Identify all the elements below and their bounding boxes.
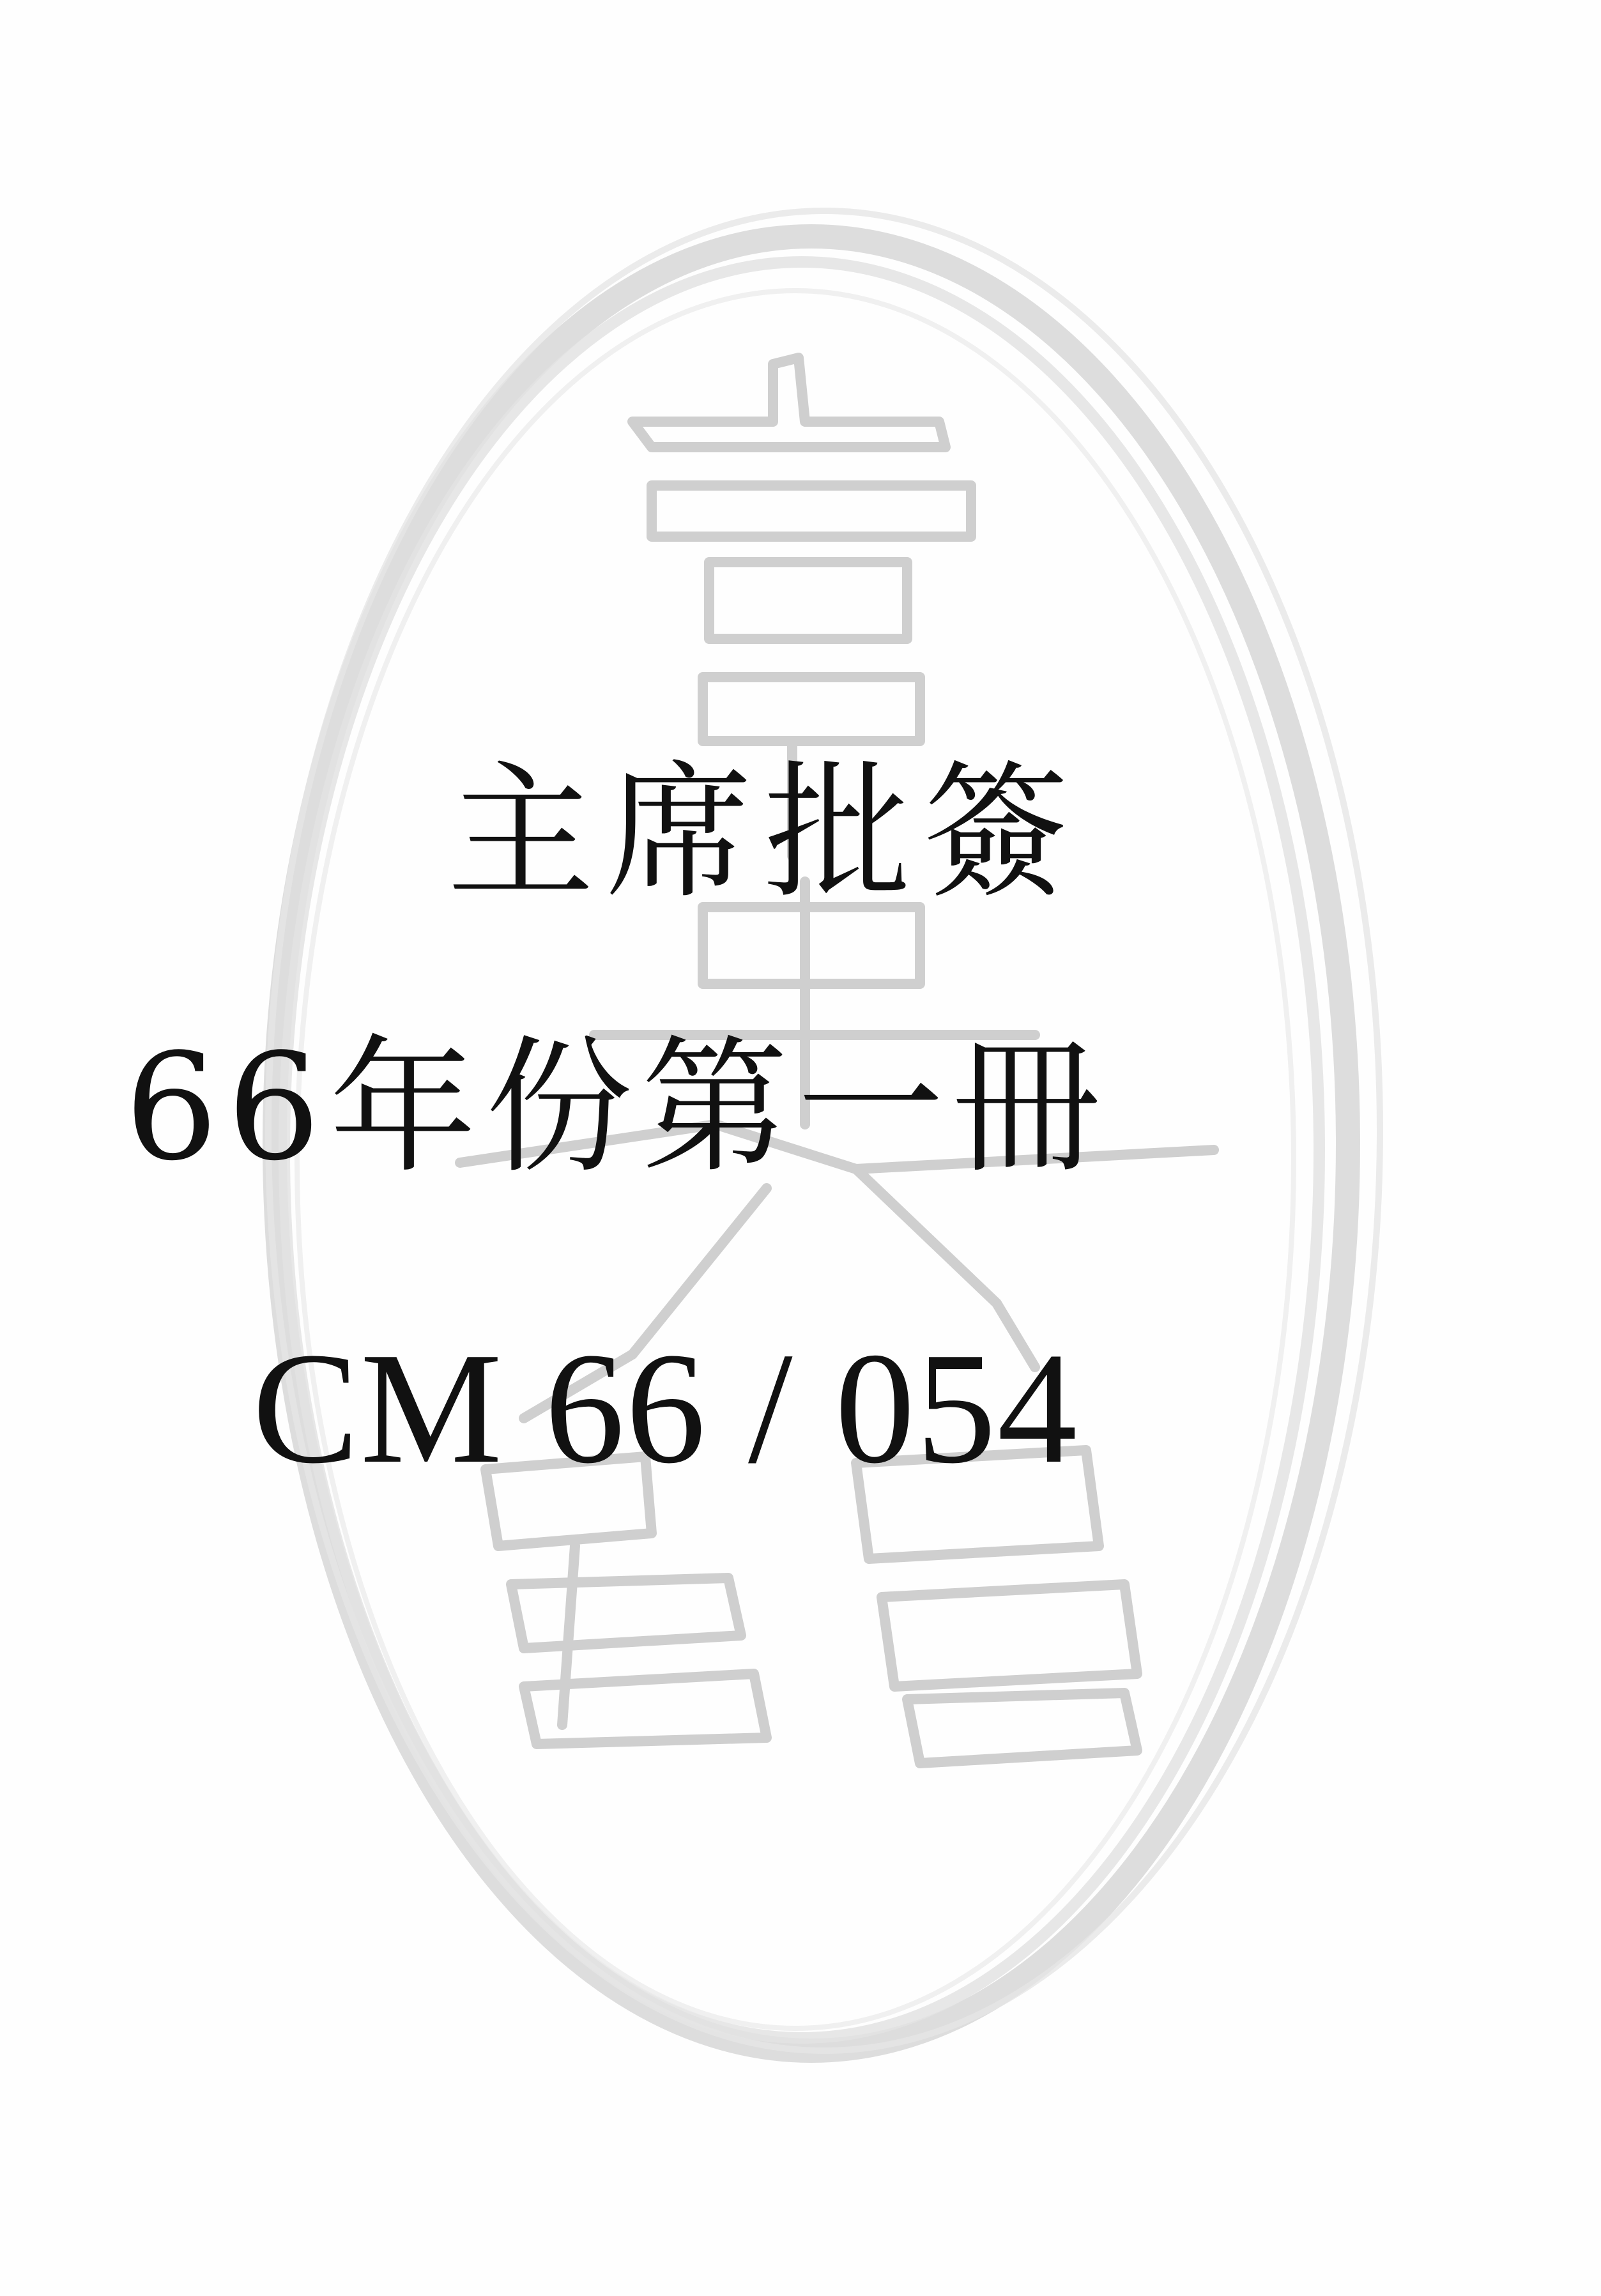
- document-title-chinese: 主席批簽: [447, 748, 1082, 919]
- document-volume-label: 66年份第一冊: [125, 1023, 1109, 1193]
- document-reference-number: CM 66 / 054: [252, 1320, 1078, 1497]
